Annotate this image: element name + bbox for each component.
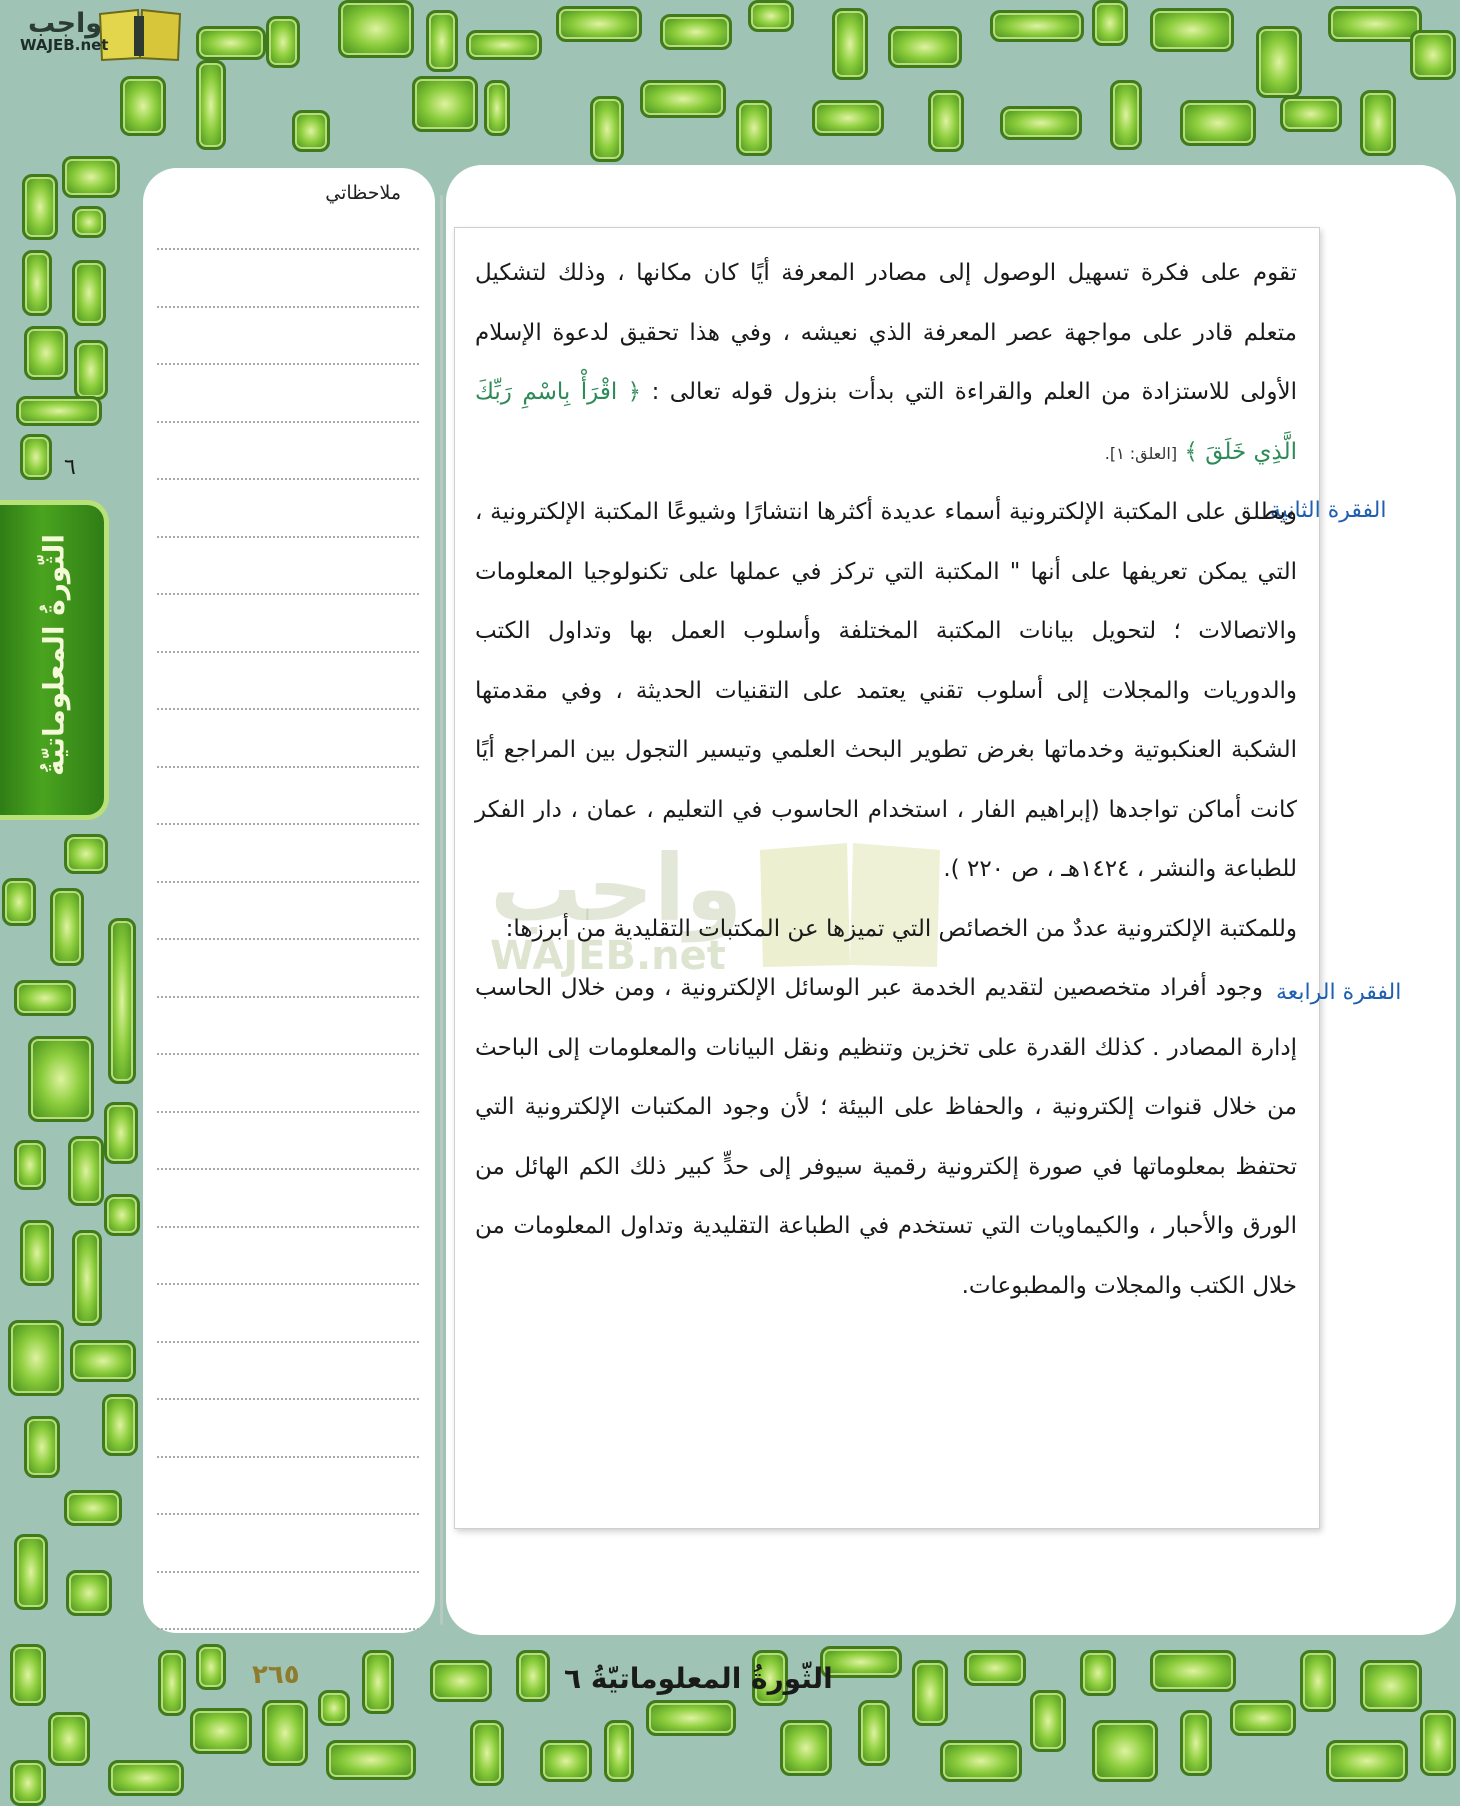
note-line[interactable] xyxy=(157,938,419,940)
article-body xyxy=(475,244,1297,1316)
note-line[interactable] xyxy=(157,1111,419,1113)
note-line[interactable] xyxy=(157,1571,419,1573)
note-line[interactable] xyxy=(157,823,419,825)
note-line[interactable] xyxy=(157,1168,419,1170)
note-line[interactable] xyxy=(157,996,419,998)
watermark-arabic: واجب xyxy=(490,835,743,942)
note-line[interactable] xyxy=(157,1226,419,1228)
label-second-paragraph: الفقرة الثانية xyxy=(1270,498,1387,523)
note-line[interactable] xyxy=(157,1456,419,1458)
book-icon xyxy=(98,6,182,62)
note-line[interactable] xyxy=(157,1398,419,1400)
notes-panel xyxy=(143,168,435,1633)
paragraph-2: ويطلق على المكتبة الإلكترونية أسماء عديدة أكثرها انتشارًا وشيوعًا المكتبة الإلكترونية ، التي يمكن تعريفها على أنها " المكتبة التي تركز في عملها على تكنولوجيا المعلومات والاتصالات ؛ لتحويل بيانات المكتبة المختلفة وأسلوب العمل بها وتداول الكتب والدوريات والمجلات إلى أسلوب تقني يعتمد على التقنيات الحديثة ، وفي مقدمتها الشكبة العنكبوتية وخدماتها بغرض تطوير البحث العلمي وتيسير التجول بين المراجع أيًا كانت أماكن تواجدها (إبراهيم الفار ، استخدام الحاسوب في التعليم ، عمان ، دار الفكر للطباعة والنشر ، ١٤٢٤هـ ، ص ٢٢٠ ). xyxy=(475,499,1297,882)
note-line[interactable] xyxy=(157,421,419,423)
paragraph-1 xyxy=(475,244,1297,483)
verse-citation: [العلق: ١]. xyxy=(1104,443,1178,463)
note-line[interactable] xyxy=(157,1513,419,1515)
note-line[interactable] xyxy=(157,536,419,538)
note-line[interactable] xyxy=(157,1283,419,1285)
note-line[interactable] xyxy=(157,1053,419,1055)
footer-chapter-title: الثّورةُ المعلوماتيّةُ ٦ xyxy=(564,1662,833,1695)
note-line[interactable] xyxy=(157,651,419,653)
note-line[interactable] xyxy=(157,1341,419,1343)
note-line[interactable] xyxy=(157,708,419,710)
page-number: ٢٦٥ xyxy=(252,1660,300,1690)
quran-verse: ﴿ اقْرَأْ بِاسْمِ رَبِّكَ الَّذِي خَلَقَ ﴾ xyxy=(475,379,1297,465)
watermark-latin: WAJEB.net xyxy=(490,933,726,979)
note-line[interactable] xyxy=(157,766,419,768)
chapter-side-title: الثّورةُ المعلوماتيّةُ xyxy=(37,534,71,776)
note-line[interactable] xyxy=(157,593,419,595)
notes-title: ملاحظاتي xyxy=(325,182,401,204)
paragraph-3: وللمكتبة الإلكترونية عددٌ من الخصائص التي تميزها عن المكتبات التقليدية من أبرزها: xyxy=(505,915,1297,942)
label-fourth-paragraph: الفقرة الرابعة xyxy=(1276,980,1402,1005)
note-line[interactable] xyxy=(157,363,419,365)
logo-latin: WAJEB.net xyxy=(20,36,109,54)
note-line[interactable] xyxy=(157,1628,419,1630)
logo-arabic: واجب xyxy=(28,8,103,39)
note-line[interactable] xyxy=(157,881,419,883)
chapter-number: ٦ xyxy=(64,455,76,480)
wajeb-logo[interactable] xyxy=(8,6,183,64)
note-line[interactable] xyxy=(157,306,419,308)
paragraph-1-text: تقوم على فكرة تسهيل الوصول إلى مصادر المعرفة أيًا كان مكانها ، وذلك لتشكيل متعلم قادر على مواجهة عصر المعرفة الذي نعيشه ، وفي هذا تحقيق لدعوة الإسلام الأولى للاستزادة من العلم والقراءة التي بدأت بنزول قوله تعالى : xyxy=(475,260,1297,405)
note-line[interactable] xyxy=(157,248,419,250)
note-line[interactable] xyxy=(157,478,419,480)
paragraph-4: وجود أفراد متخصصين لتقديم الخدمة عبر الوسائل الإلكترونية ، ومن خلال الحاسب إدارة المصادر . كذلك القدرة على تخزين وتنظيم ونقل البيانات والمعلومات إلى الباحث من خلال قنوات إلكترونية ، والحفاظ على البيئة ؛ لأن وجود المكتبات الإلكترونية التي تحتفظ بمعلوماتها في صورة إلكترونية رقمية سيوفر إلى حدٍّ كبير ذلك الكم الهائل من الورق والأحبار ، والكيماويات التي تستخدم في الطباعة التقليدية وتداول المعلومات من خلال الكتب والمجلات والمطبوعات. xyxy=(475,975,1297,1299)
notes-divider xyxy=(440,195,443,1625)
